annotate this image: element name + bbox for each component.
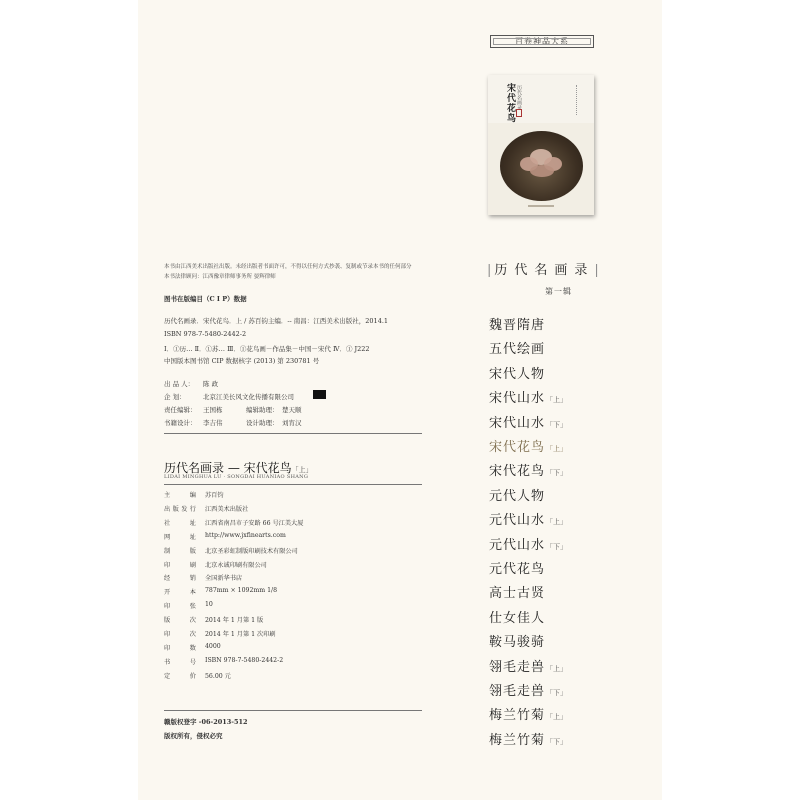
info-label: 版次 xyxy=(164,617,196,625)
info-value: ISBN 978-7-5480-2442-2 xyxy=(205,656,284,664)
copyright-note-line2: 本书法律顾问：江西豫章律师事务所 晏辉律师 xyxy=(164,274,276,280)
rights-reserved: 版权所有，侵权必究 xyxy=(164,732,223,740)
cip-line: ISBN 978-7-5480-2442-2 xyxy=(164,330,247,338)
volume-name: 宋代山水 xyxy=(489,391,546,407)
volume-part-tag: 「上」 xyxy=(546,518,568,527)
book-cover-image xyxy=(488,75,594,215)
volume-list-item xyxy=(489,704,567,723)
volume-part-tag: 「下」 xyxy=(546,737,568,746)
volume-name: 梅兰竹菊 xyxy=(489,732,546,748)
divider xyxy=(164,433,422,434)
volume-part-tag: 「上」 xyxy=(546,664,568,673)
edition-label: 第一辑 xyxy=(545,287,572,296)
series-title-text: 历代名画录 xyxy=(494,263,595,278)
cover-subtitle: 历代名画录 xyxy=(516,85,522,110)
registration-number: 赣版权登字 -06-2013-512 xyxy=(164,718,248,726)
info-label: 主编 xyxy=(164,492,196,499)
info-value: 北京圣彩虹制版印刷技术有限公司 xyxy=(205,547,298,555)
credit-label: 企 划： xyxy=(164,393,186,401)
volume-name: 元代山水 xyxy=(489,513,546,529)
cover-title: 宋代花鸟 xyxy=(505,83,515,123)
volume-part-tag: 「下」 xyxy=(546,420,568,429)
info-value: 苏百钧 xyxy=(205,492,224,499)
volume-name: 仕女佳人 xyxy=(489,610,546,626)
cover-lotus-painting xyxy=(500,131,583,201)
volume-list-item xyxy=(489,607,545,626)
volume-list-item xyxy=(489,582,545,601)
volume-name: 魏晋隋唐 xyxy=(489,318,546,333)
credit-label: 责任编辑： xyxy=(164,406,197,414)
info-value: 2014 年 1 月第 1 版 xyxy=(205,617,264,625)
volume-list-item xyxy=(489,314,545,333)
info-value: 北京永诚印刷有限公司 xyxy=(205,561,267,569)
volume-name: 高士古贤 xyxy=(489,586,546,602)
cover-divider xyxy=(576,85,579,115)
volume-list-item xyxy=(489,656,567,675)
credit-value: 刘宵汉 xyxy=(282,419,302,427)
divider xyxy=(164,484,422,485)
info-label: 印次 xyxy=(164,631,196,638)
volume-part-tag: 「下」 xyxy=(546,542,568,551)
volume-name: 鞍马骏骑 xyxy=(489,635,546,651)
volume-part-tag: 「上」 xyxy=(546,396,568,405)
volume-list-item xyxy=(489,436,567,455)
credit-value: 王国栋 xyxy=(203,406,223,414)
credit-label: 出 品 人： xyxy=(164,380,195,388)
volume-list-item xyxy=(489,485,545,504)
volume-name: 元代花鸟 xyxy=(489,562,546,577)
volume-list-item xyxy=(489,729,567,748)
info-label: 出版发行 xyxy=(164,505,196,513)
volume-name: 宋代人物 xyxy=(489,366,546,382)
divider xyxy=(164,710,422,711)
credit-value: 楚天顺 xyxy=(282,406,302,414)
volume-part-tag: 「上」 xyxy=(546,445,568,453)
volume-name: 五代绘画 xyxy=(489,342,546,358)
copyright-note-line1: 本书由江西美术出版社出版。未经出版者书面许可，不得以任何方式抄袭、复制或节录本书的任何部分 xyxy=(164,264,412,270)
volume-list-item xyxy=(489,680,567,699)
book-title-volume: 「上」 xyxy=(291,466,313,474)
volume-name: 梅兰竹菊 xyxy=(489,708,546,724)
volume-part-tag: 「下」 xyxy=(546,689,568,697)
info-label: 印数 xyxy=(164,644,196,652)
info-label: 印刷 xyxy=(164,561,196,569)
series-title: |历代名画录| xyxy=(487,263,602,278)
credit-value: 陈 政 xyxy=(203,380,219,388)
volume-list-item xyxy=(489,558,545,577)
credit-value: 李吉伟 xyxy=(203,419,223,427)
info-value: 江西美术出版社 xyxy=(205,505,249,513)
volume-name: 宋代花鸟 xyxy=(489,440,546,455)
cip-line: Ⅰ．①历… Ⅱ．①苏… Ⅲ．①花鸟画－作品集－中国－宋代 Ⅳ．① J222 xyxy=(164,345,370,353)
info-value: http://www.jxfinearts.com xyxy=(205,531,286,539)
cip-line: 历代名画录．宋代花鸟．上 / 苏百钧主编．-- 南昌：江西美术出版社，2014.1 xyxy=(164,317,389,325)
volume-name: 翎毛走兽 xyxy=(489,659,546,675)
volume-name: 元代人物 xyxy=(489,488,546,504)
cover-publisher-mark xyxy=(528,205,554,207)
volume-name: 宋代花鸟 xyxy=(489,464,546,480)
credit-value: 北京江美长风文化传播有限公司 xyxy=(203,393,294,401)
credit-label: 设计助理： xyxy=(246,419,279,427)
info-value: 2014 年 1 月第 1 次印刷 xyxy=(205,631,276,638)
info-label: 经销 xyxy=(164,575,196,583)
info-value: 全国新华书店 xyxy=(205,575,243,583)
volume-list-item xyxy=(489,363,545,382)
credit-label: 书籍设计： xyxy=(164,419,197,427)
info-label: 定价 xyxy=(164,672,196,680)
info-label: 书号 xyxy=(164,658,196,666)
book-title-main: 历代名画录 — 宋代花鸟 xyxy=(164,461,292,475)
info-value: 10 xyxy=(205,601,213,609)
cip-line: 中国版本图书馆 CIP 数据核字 (2013) 第 230781 号 xyxy=(164,357,320,365)
series-label: 百卷神品大系 xyxy=(490,35,594,48)
volume-name: 翎毛走兽 xyxy=(489,684,546,699)
info-label: 社址 xyxy=(164,519,196,527)
volume-list-item xyxy=(489,534,567,553)
volume-list-item xyxy=(489,460,567,479)
volume-list-item xyxy=(489,509,567,528)
publisher-logo xyxy=(313,390,326,399)
info-label: 开本 xyxy=(164,589,196,597)
info-label: 制版 xyxy=(164,547,196,555)
credit-label: 编辑助理： xyxy=(246,406,279,414)
volume-list-item xyxy=(489,412,567,431)
book-title-romanized: LIDAI MINGHUA LU · SONGDAI HUANIAO SHANG xyxy=(164,474,309,480)
info-label: 印张 xyxy=(164,603,196,611)
info-value: 56.00 元 xyxy=(205,672,231,680)
info-value: 787mm × 1092mm 1/8 xyxy=(205,587,278,595)
volume-part-tag: 「上」 xyxy=(546,713,568,722)
info-value: 江西省南昌市子安路 66 号江美大厦 xyxy=(205,519,304,527)
volume-name: 元代山水 xyxy=(489,537,546,553)
info-value: 4000 xyxy=(205,642,221,650)
volume-list-item xyxy=(489,387,567,406)
volume-name: 宋代山水 xyxy=(489,415,546,431)
volume-part-tag: 「下」 xyxy=(546,469,568,478)
cover-seal xyxy=(516,109,522,117)
cip-heading: 图书在版编目（C I P）数据 xyxy=(164,295,247,303)
volume-list-item xyxy=(489,338,545,357)
volume-list-item xyxy=(489,631,545,650)
info-label: 网址 xyxy=(164,533,196,541)
